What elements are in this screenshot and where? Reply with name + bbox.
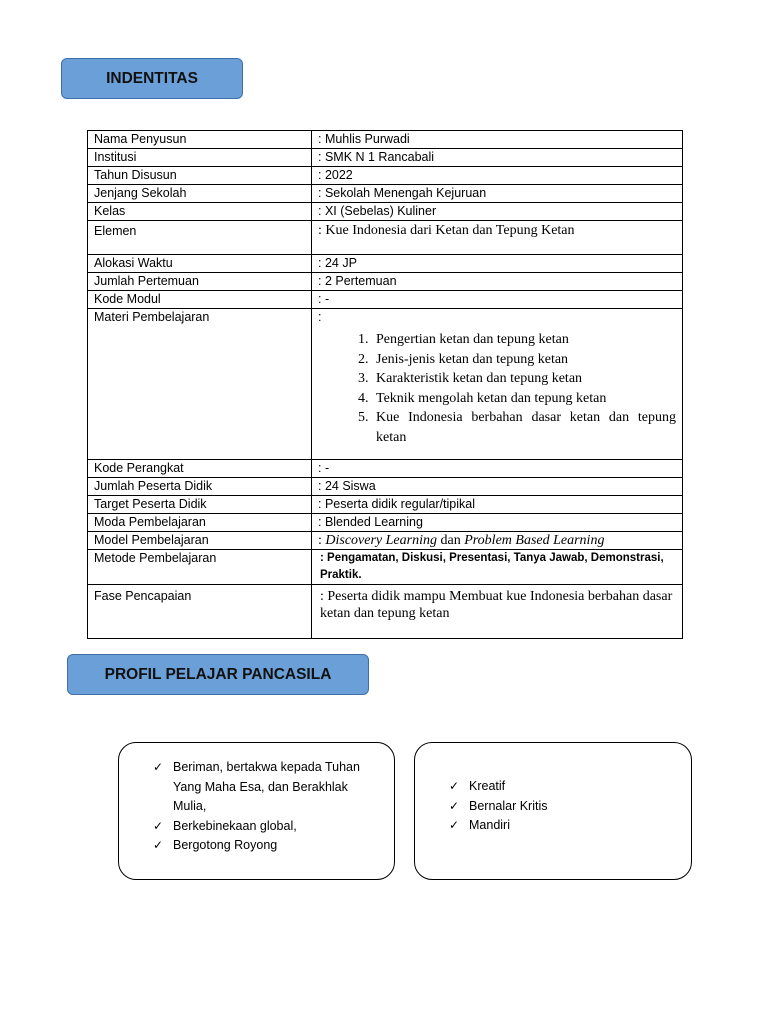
list-item: 1. Pengertian ketan dan tepung ketan: [372, 330, 676, 350]
row-label: Fase Pencapaian: [88, 585, 312, 639]
table-row: [88, 460, 683, 478]
row-label: Moda Pembelajaran: [88, 514, 312, 532]
row-value: : Pengamatan, Diskusi, Presentasi, Tanya Jawab, Demonstrasi, Praktik.: [312, 550, 683, 585]
section-title-profil: PROFIL PELAJAR PANCASILA: [67, 654, 369, 695]
list-item: [153, 836, 384, 856]
row-value: : 24 Siswa: [312, 478, 683, 496]
model-pbl: Problem Based Learning: [464, 533, 605, 548]
list-item-label: Kreatif: [469, 779, 506, 793]
row-label: Metode Pembelajaran: [88, 550, 312, 585]
row-label: Model Pembelajaran: [88, 532, 312, 550]
row-value: : Muhlis Purwadi: [312, 131, 683, 149]
list-item-label: Mandiri: [469, 818, 510, 832]
list-item-label: Bernalar Kritis: [469, 798, 548, 813]
row-label: Jumlah Pertemuan: [88, 273, 312, 291]
table-row: [88, 167, 683, 185]
row-value-model: [312, 532, 683, 550]
row-value: : XI (Sebelas) Kuliner: [312, 203, 683, 221]
table-row: [88, 585, 683, 639]
list-item: [153, 817, 384, 837]
list-item: 4. Teknik mengolah ketan dan tepung ketan: [372, 389, 676, 409]
list-item: [449, 816, 681, 836]
list-item: 3. Karakteristik ketan dan tepung ketan: [372, 369, 676, 389]
table-row: [88, 496, 683, 514]
table-row: [88, 203, 683, 221]
list-item: [153, 758, 384, 817]
row-value: : Peserta didik mampu Membuat kue Indonesia berbahan dasar ketan dan tepung ketan: [312, 585, 683, 639]
model-prefix: :: [318, 533, 326, 548]
materi-colon: :: [318, 310, 322, 324]
row-value: : 24 JP: [312, 255, 683, 273]
profil-box-right: [414, 742, 692, 880]
table-row: [88, 514, 683, 532]
table-row: [88, 309, 683, 460]
row-label: Elemen: [88, 221, 312, 255]
row-value: : Kue Indonesia dari Ketan dan Tepung Ketan: [312, 221, 683, 255]
list-item: 5. Kue Indonesia berbahan dasar ketan dan tepung ketan: [372, 408, 676, 447]
row-value: : 2 Pertemuan: [312, 273, 683, 291]
row-label: Kode Modul: [88, 291, 312, 309]
row-label: Tahun Disusun: [88, 167, 312, 185]
materi-list: [318, 330, 676, 447]
check-icon: ✓: [153, 838, 164, 852]
table-row: [88, 255, 683, 273]
profil-box-left: [118, 742, 395, 880]
list-item-label: Bergotong Royong: [173, 838, 278, 852]
row-value-materi: [312, 309, 683, 460]
row-label: Kelas: [88, 203, 312, 221]
model-discovery: Discovery Learning: [325, 533, 437, 548]
row-label: Jenjang Sekolah: [88, 185, 312, 203]
identity-table: [87, 130, 683, 639]
profil-list-left: [119, 743, 394, 856]
check-icon: ✓: [449, 798, 460, 813]
check-icon: ✓: [153, 818, 164, 833]
row-label: Jumlah Peserta Didik: [88, 478, 312, 496]
row-value: : -: [312, 291, 683, 309]
check-icon: ✓: [153, 760, 164, 774]
list-item-label: Berkebinekaan global,: [173, 818, 297, 833]
list-item: 2. Jenis-jenis ketan dan tepung ketan: [372, 350, 676, 370]
row-label: Materi Pembelajaran: [88, 309, 312, 460]
row-value: : Sekolah Menengah Kejuruan: [312, 185, 683, 203]
table-row: [88, 185, 683, 203]
row-value: : Blended Learning: [312, 514, 683, 532]
list-item: [449, 777, 681, 797]
table-row: [88, 532, 683, 550]
row-value: : SMK N 1 Rancabali: [312, 149, 683, 167]
row-value: : -: [312, 460, 683, 478]
row-label: Institusi: [88, 149, 312, 167]
row-label: Alokasi Waktu: [88, 255, 312, 273]
table-row: [88, 550, 683, 585]
table-row: [88, 131, 683, 149]
check-icon: ✓: [449, 818, 460, 832]
row-label: Target Peserta Didik: [88, 496, 312, 514]
list-item-label: Beriman, bertakwa kepada Tuhan Yang Maha Esa, dan Berakhlak Mulia,: [173, 760, 360, 813]
section-title-identitas: INDENTITAS: [61, 58, 243, 99]
profil-list-right: [415, 743, 691, 836]
table-row: [88, 273, 683, 291]
table-row: [88, 291, 683, 309]
table-row: [88, 478, 683, 496]
model-conjunction: dan: [436, 533, 465, 548]
table-row: [88, 221, 683, 255]
row-label: Kode Perangkat: [88, 460, 312, 478]
row-value: : Peserta didik regular/tipikal: [312, 496, 683, 514]
table-row: [88, 149, 683, 167]
row-value: : 2022: [312, 167, 683, 185]
row-label: Nama Penyusun: [88, 131, 312, 149]
list-item: [449, 797, 681, 817]
check-icon: ✓: [449, 779, 460, 793]
